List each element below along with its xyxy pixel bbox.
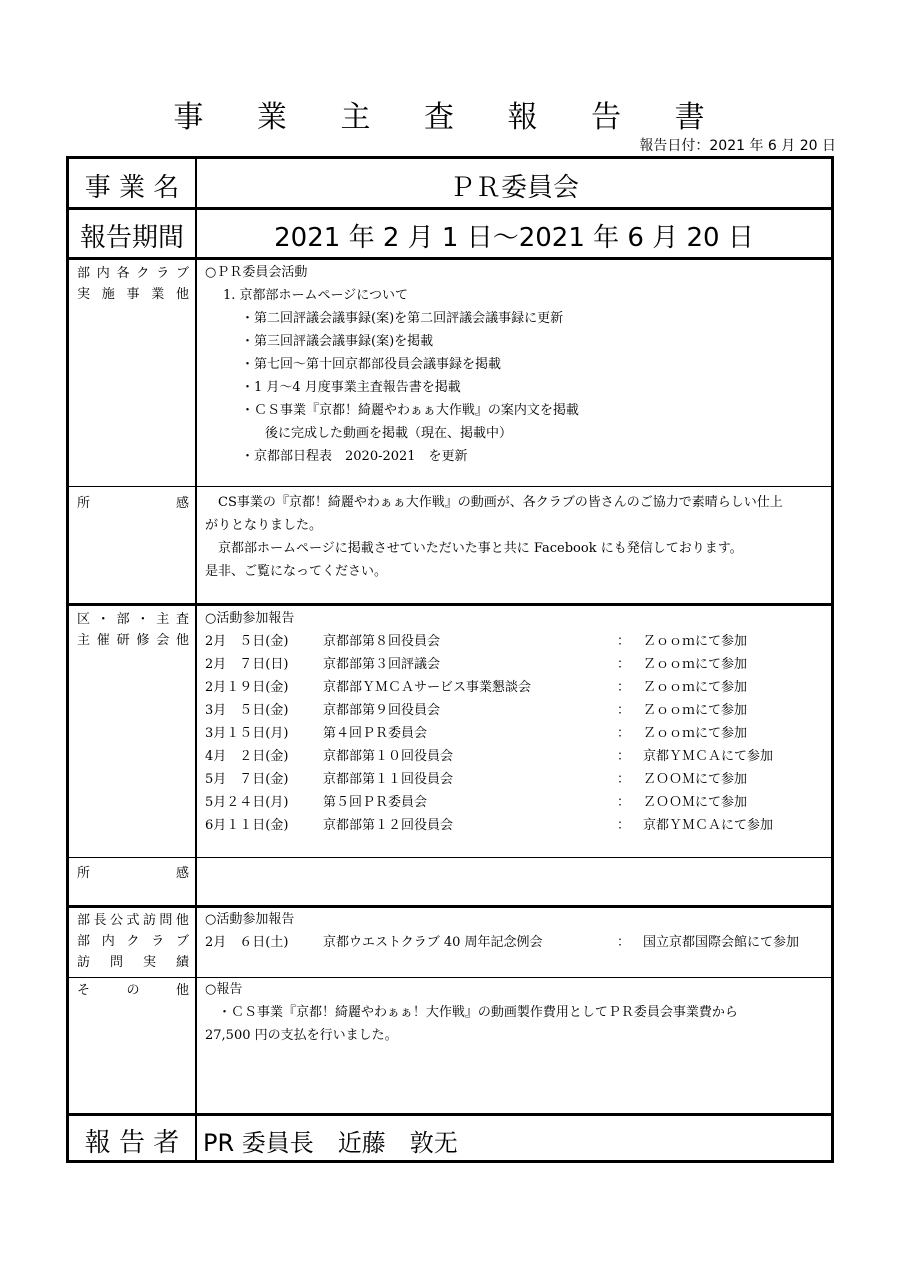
bullet-item: ・第七回～第十回京都部役員会議事録を掲載 <box>241 357 502 372</box>
table-row: 3月 ５日(金) 京都部第９回役員会 ： Ｚｏｏｍにて参加 <box>205 703 748 718</box>
document-title: 事 業 主 査 報 告 書 <box>173 100 727 135</box>
club-activities-label: 部 内 各 ク ラ ブ 実 施 事 業 他 <box>77 266 189 302</box>
report-table <box>66 156 834 1163</box>
paragraph-line: 京都部ホームページに掲載させていただいた事と共に Facebook にも発信しております。 <box>218 541 743 556</box>
table-row: 5月 ７日(金) 京都部第１１回役員会 ： ＺＯＯＭにて参加 <box>205 772 748 787</box>
table-row: 6月１１日(金) 京都部第１２回役員会 ： 京都ＹＭＣＡにて参加 <box>205 818 774 833</box>
bullet-item: ・京都部日程表 2020-2021 を更新 <box>241 449 468 464</box>
impression-label: 所 感 <box>77 496 189 511</box>
table-row: 4月 ２日(金) 京都部第１０回役員会 ： 京都ＹＭＣＡにて参加 <box>205 749 774 764</box>
paragraph-line: 是非、ご覧になってください。 <box>205 564 388 579</box>
section-heading: ○ＰＲ委員会活動 <box>205 265 308 280</box>
row-divider <box>69 207 831 210</box>
district-content <box>205 607 823 837</box>
row-divider <box>69 603 831 606</box>
row-divider <box>69 257 831 260</box>
business-name-label: 事 業 名 <box>84 173 180 203</box>
visits-content <box>205 908 823 954</box>
table-row: 5月２４日(月) 第５回ＰＲ委員会 ： ＺＯＯＭにて参加 <box>205 795 748 810</box>
column-divider <box>195 159 197 1160</box>
other-content <box>205 978 823 1047</box>
section-heading: ○活動参加報告 <box>205 912 295 927</box>
paragraph-line: がりとなりました。 <box>205 518 323 533</box>
district-label: 区 ・ 部 ・ 主 査 主 催 研 修 会 他 <box>77 612 189 648</box>
period-label: 報告期間 <box>79 223 184 253</box>
visits-label: 部 長 公 式 訪 問 他 部 内 ク ラ ブ 訪 問 実 績 <box>77 913 189 970</box>
list-item: 1. 京都部ホームページについて <box>223 288 409 303</box>
impression-label: 所 感 <box>77 866 189 881</box>
paragraph-line: CS事業の『京都！綺麗やわぁぁ大作戦』の動画が、各クラブの皆さんのご協力で素晴らしい仕上 <box>218 495 783 510</box>
table-row: 2月 ６日(土) 京都ウエストクラブ 40 周年記念例会 ： 国立京都国際会館にて参加 <box>205 935 800 950</box>
impression-content <box>205 491 823 583</box>
other-label: そ の 他 <box>77 983 189 998</box>
row-divider <box>69 486 831 487</box>
report-date: 報告日付：2021 年 6 月 20 日 <box>639 138 836 154</box>
club-activities-content <box>205 261 823 468</box>
bullet-item: ・第二回評議会議事録(案)を第二回評議会議事録に更新 <box>241 311 564 326</box>
reporter-label: 報 告 者 <box>84 1128 180 1158</box>
table-row: 2月 ７日(日) 京都部第３回評議会 ： Ｚｏｏｍにて参加 <box>205 657 748 672</box>
bullet-continuation: 後に完成した動画を掲載（現在、掲載中） <box>265 426 513 441</box>
period-value: 2021 年 2 月 1 日～2021 年 6 月 20 日 <box>274 223 754 253</box>
paragraph-line: 27,500 円の支払を行いました。 <box>205 1028 398 1043</box>
section-heading: ○活動参加報告 <box>205 611 295 626</box>
row-divider <box>69 1113 831 1116</box>
paragraph-line: ・ＣＳ事業『京都！綺麗やわぁぁ！大作戦』の動画製作費用としてＰＲ委員会事業費から <box>218 1005 738 1020</box>
bullet-item: ・1 月～4 月度事業主査報告書を掲載 <box>241 380 461 395</box>
reporter-value: PR 委員長 近藤 敦无 <box>203 1129 458 1157</box>
bullet-item: ・ＣＳ事業『京都！綺麗やわぁぁ大作戦』の案内文を掲載 <box>241 403 579 418</box>
table-row: 3月１５日(月) 第４回ＰＲ委員会 ： Ｚｏｏｍにて参加 <box>205 726 748 741</box>
table-row: 2月１９日(金) 京都部ＹＭＣＡサービス事業懇談会 ： Ｚｏｏｍにて参加 <box>205 680 748 695</box>
row-divider <box>69 857 831 858</box>
bullet-item: ・第三回評議会議事録(案)を掲載 <box>241 334 434 349</box>
section-heading: ○報告 <box>205 982 243 997</box>
table-row: 2月 ５日(金) 京都部第８回役員会 ： Ｚｏｏｍにて参加 <box>205 634 748 649</box>
business-name-value: ＰＲ委員会 <box>448 173 579 203</box>
